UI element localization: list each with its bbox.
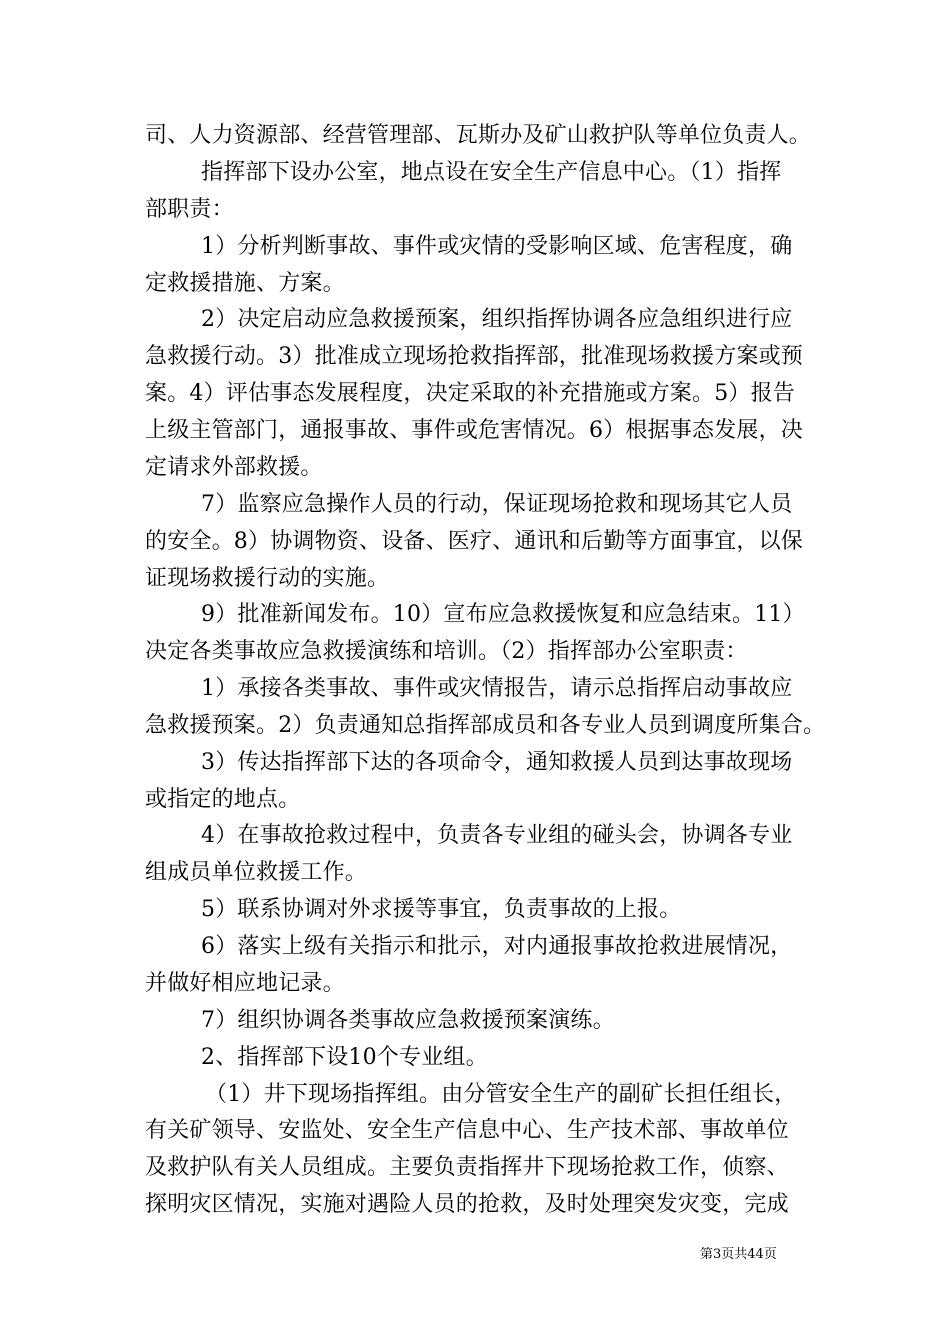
text-line: 急救援行动。3）批准成立现场抢救指挥部，批准现场救援方案或预 [145, 344, 803, 369]
text-line: 9）批准新闻发布。10）宣布应急救援恢复和应急结束。11） [201, 602, 805, 627]
text-line: 的安全。8）协调物资、设备、医疗、通讯和后勤等方面事宜，以保 [145, 529, 803, 554]
text-line: 7）组织协调各类事故应急救援预案演练。 [201, 1008, 615, 1033]
text-line: 并做好相应地记录。 [145, 971, 345, 996]
text-line: 5）联系协调对外求援等事宜，负责事故的上报。 [201, 897, 682, 922]
text-line: 组成员单位救援工作。 [145, 860, 368, 885]
text-line: 部职责： [145, 197, 234, 222]
text-line: 上级主管部门，通报事故、事件或危害情况。6）根据事态发展，决 [145, 418, 803, 443]
text-line: 4）在事故抢救过程中，负责各专业组的碰头会，协调各专业 [201, 823, 793, 848]
text-line: 2）决定启动应急救援预案，组织指挥协调各应急组织进行应 [201, 307, 793, 332]
page-number: 第3页共44页 [700, 1247, 777, 1262]
text-line: 司、人力资源部、经营管理部、瓦斯办及矿山救护队等单位负责人。 [145, 123, 812, 148]
text-line: 决定各类事故应急救援演练和培训。（2）指挥部办公室职责： [145, 639, 748, 664]
text-line: 1）承接各类事故、事件或灾情报告，请示总指挥启动事故应 [201, 676, 793, 701]
text-line: 1）分析判断事故、事件或灾情的受影响区域、危害程度，确 [201, 234, 793, 259]
text-line: 急救援预案。2）负责通知总指挥部成员和各专业人员到调度所集合。 [145, 713, 826, 738]
text-line: 证现场救援行动的实施。 [145, 566, 390, 591]
text-line: 及救护队有关人员组成。主要负责指挥井下现场抢救工作，侦察、 [145, 1155, 789, 1180]
text-line: 3）传达指挥部下达的各项命令，通知救援人员到达事故现场 [201, 750, 793, 775]
text-line: 定救援措施、方案。 [145, 271, 345, 296]
text-line: 有关矿领导、安监处、安全生产信息中心、生产技术部、事故单位 [145, 1118, 789, 1143]
text-line: 2、指挥部下设10个专业组。 [201, 1045, 488, 1070]
text-line: 7）监察应急操作人员的行动，保证现场抢救和现场其它人员 [201, 492, 793, 517]
text-line: 定请求外部救援。 [145, 455, 323, 480]
text-line: （1）井下现场指挥组。由分管安全生产的副矿长担任组长， [205, 1082, 797, 1107]
text-line: 或指定的地点。 [145, 787, 301, 812]
text-line: 探明灾区情况，实施对遇险人员的抢救，及时处理突发灾变，完成 [145, 1192, 789, 1217]
text-line: 案。4）评估事态发展程度，决定采取的补充措施或方案。5）报告 [145, 381, 795, 406]
text-line: 6）落实上级有关指示和批示，对内通报事故抢救进展情况， [201, 934, 793, 959]
text-line: 指挥部下设办公室，地点设在安全生产信息中心。（1）指挥 [201, 160, 782, 185]
